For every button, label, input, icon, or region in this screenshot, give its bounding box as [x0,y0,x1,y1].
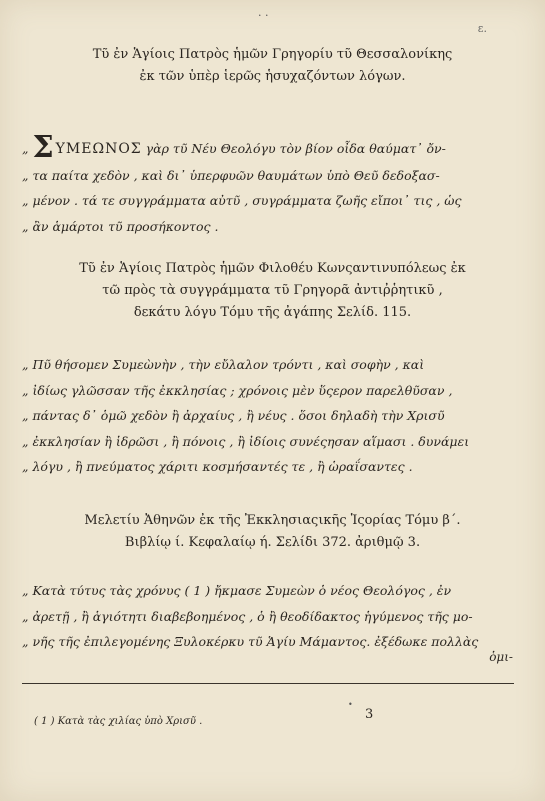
paragraph-line: „ Κατὰ τύτυς τὰς χρόνυς ( 1 ) ἤκμασε Συμεὼν ὁ νέος Θεολόγος , ἐν [22,583,452,598]
heading-meletius [40,510,505,554]
paragraph-line: „ ἂν ἁμάρτοι τῦ προσήκοντος . [22,218,219,234]
paragraph-line: „ τα παίτα χεδὸν , καὶ δι᾽ ὑπερφυῶν θαυμάτων ὑπὸ Θεῦ δεδοξασ- [22,167,440,183]
page-number: 3 [365,707,374,722]
paragraph-line-text: γὰρ τῦ Νέυ Θεολόγυ τὸν βίον οἶδα θαύματ᾽ ὄν- [141,141,446,156]
catchword: ὁμι- [489,650,513,664]
heading-line: ἐκ τῶν ὑπὲρ ἱερῶς ἡσυχαζόντων λόγων. [139,69,406,84]
footnote: ( 1 ) Κατὰ τὰς χιλίας ὑπὸ Χρισῦ . [34,716,203,727]
heading-gregory-palamas [40,44,505,88]
paragraph-line: „ ἀρετῇ , ἢ ἁγιότητι διαβεβοημένος , ὁ ἢ θεοδίδακτος ἡγύμενος τῆς μο- [22,608,473,624]
paragraph-line: „ ἐκκλησίαν ἢ ἱδρῶσι , ἢ πόνοις , ἢ ἰδίοις συνέςησαν αἵμασι . δυνάμει [22,433,470,449]
heading-line: Βιβλίῳ ί. Κεφαλαίῳ ή. Σελίδι 372. ἀριθμῷ 3. [124,535,421,550]
paragraph-line: „ λόγυ , ἢ πνεύματος χάριτι κοσμήσαντές τε , ἢ ὡραΐσαντες . [22,459,413,474]
paragraph-line: „ ἰδίως γλῶσσαν τῆς ἐκκλησίας ; χρόνοις μὲν ὕςερον παρελθῦσαν , [22,382,453,398]
paragraph-line: „ μένον . τά τε συγγράμματα αὐτῦ , συγράμματα ζωῆς εἴποι᾽ τις , ὡς [22,193,462,208]
paragraph-line: „ Πῦ θήσομεν Συμεὼνὴν , τὴν εὔλαλον τρόντι , καὶ σοφὴν , καὶ [22,357,425,372]
paragraph-line: „ πάντας δ᾽ ὁμῶ χεδὸν ἢ ἀρχαίυς , ἢ νέυς . ὅσοι δηλαδὴ τὴν Χρισῦ [22,408,445,423]
heading-line: δεκάτυ λόγυ Τόμυ τῆς ἀγάπης Σελίδ. 115. [133,305,412,320]
heading-line: Τῦ ἐν Ἁγίοις Πατρὸς ἡμῶν Γρηγορίυ τῦ Θεσσαλονίκης [92,47,453,62]
footnote-rule [22,683,514,684]
paragraph-line: „ Σ ΥΜΕΩΝΟΣ γὰρ τῦ Νέυ Θεολόγυ τὸν βίον οἶδα θαύματ᾽ ὄν- [22,130,446,165]
stray-mark: • [348,700,353,709]
quotation-paragraph-1 [22,130,512,239]
quotation-paragraph-2 [22,352,512,480]
heading-line: Τῦ ἐν Ἁγίοις Πατρὸς ἡμῶν Φιλοθέυ Κωνςαντινυπόλεως ἐκ [79,261,466,276]
top-dots: . . [258,6,269,19]
paragraph-line: „ νῆς τῆς ἐπιλεγομένης Ξυλοκέρκυ τῦ Ἁγίυ Μάμαντος. ἐξέδωκε πολλὰς [22,634,479,649]
heading-line: Μελετίυ Ἀθηνῶν ἐκ τῆς Ἐκκλησιαςικῆς Ἱςορίας Τόμυ β΄. [84,513,461,528]
heading-line: τῶ πρὸς τὰ συγγράμματα τῦ Γρηγορᾶ ἀντιῤῥητικῦ , [102,283,443,298]
drop-cap: Σ [32,130,54,165]
lead-word: ΥΜΕΩΝΟΣ [55,141,142,157]
corner-mark: ε. [477,22,487,35]
heading-philotheus [40,258,505,324]
quotation-paragraph-3 [22,578,512,655]
